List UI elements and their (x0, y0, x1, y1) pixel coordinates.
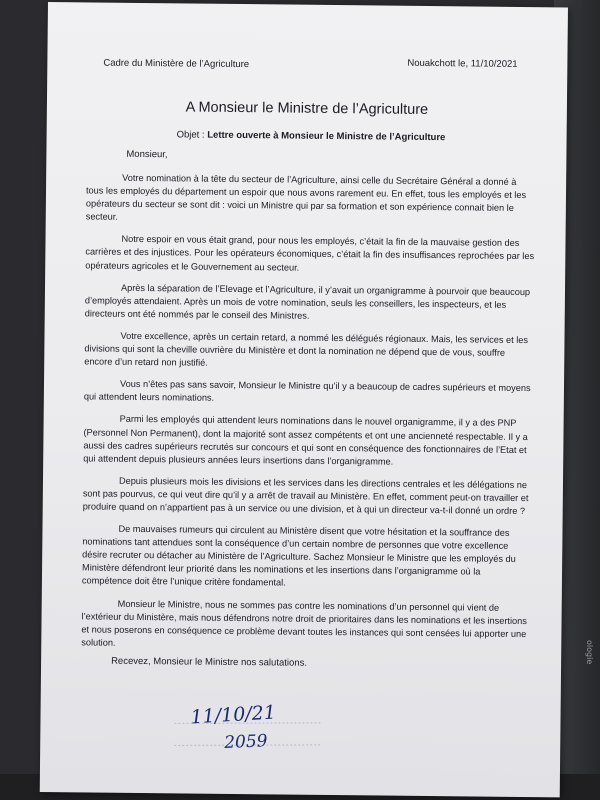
letter-title: A Monsieur le Ministre de l’Agriculture (185, 99, 429, 118)
salutation: Monsieur, (126, 148, 168, 161)
place-date: Nouakchott le, 11/10/2021 (407, 57, 518, 70)
letter-subject (177, 129, 446, 143)
subject-text: Lettre ouverte à Monsieur le Ministre de l’Agriculture (207, 129, 446, 144)
paragraph: Monsieur le Ministre, nous ne sommes pas contre les nominations d’un personnel qui vient de l’extérieur du Ministère, mais nous défendrons notre droit de prioritaires dans les nominations et les insertions et nous poserons en conséquence ce problème devant toutes les instances qui sont censées lui apporter une solution. (81, 598, 527, 648)
reception-stamp (160, 693, 331, 775)
paragraph: De mauvaises rumeurs qui circulent au Ministère disent que votre hésitation et la souffrance des nominations tant attendues sont la conséquence d’un certain nombre de personnes que votre excellence désire recruter ou détacher au Ministère de l’Agriculture. Sachez Monsieur le Ministre que les employés du Ministère défendront leur priorité dans les nominations et les insertions dans l’organigramme où la compétence doit être l’unique critère fondamental. (81, 523, 516, 588)
paragraph: Parmi les employés qui attendent leurs nominations dans le nouvel organigramme, il y a des PNP (Personnel Non Permanent), dont la majorité sont assez compétents et ont une ancienneté respectable. Il y a aussi des cadres supérieurs recrutés sur concours et qui sont en conséquence des fonctionnaires de l’Etat et qui attendent depuis plusieurs années leurs insertions dans l’organigramme. (83, 414, 528, 467)
handwritten-number: 2059 (223, 731, 268, 754)
letter-body (81, 171, 536, 663)
paragraph: Votre nomination à la tête du secteur de l’Agriculture, ainsi celle du Secrétaire Général a donné à tous les employés du département un espoir que nous avons rarement eu. En effet, tous les employés et les opérateurs du secteur se sont dit : voici un Ministre qui par sa formation et son expérience connait bien le secteur. (85, 172, 527, 223)
handwritten-date: 11/10/21 (189, 701, 277, 729)
subject-label: Objet : (176, 129, 205, 141)
paragraph: Vous n’êtes pas sans savoir, Monsieur le Ministre qu’il y a beaucoup de cadres supérieurs et moyens qui attendent leurs nominations. (83, 378, 531, 404)
sticker-text: ologie (585, 640, 594, 665)
paragraph: Votre excellence, après un certain retard, a nommé les délégués régionaux. Mais, les services et les divisions qui sont la cheville ouvrière du Ministère et dont la nomination ne dépend que de vous, souffre encore d’un retard non justifié. (84, 330, 529, 368)
paragraph: Depuis plusieurs mois les divisions et les services dans les directions centrales et les délégations ne sont pas pourvus, ce qui veut dire qu’il y a arrêt de travail au Ministère. En effet, comment peut-on travailler et produire quand on n’appartient pas à un service ou une division, et à qui un directeur va-t-il donné un ordre ? (82, 475, 529, 516)
letter-page (40, 2, 568, 797)
paragraph: Après la séparation de l’Elevage et l’Agriculture, il y’avait un organigramme à pourvoir que beaucoup d’employés attendaient. Après un mois de votre nomination, seuls les conseillers, les inspecteurs, et les directeurs ont été nommés par le conseil des Ministres. (84, 282, 531, 321)
sender-header: Cadre du Ministère de l’Agriculture (103, 57, 250, 71)
closing-formula: Recevez, Monsieur le Ministre nos salutations. (111, 655, 308, 669)
paragraph: Notre espoir en vous était grand, pour nous les employés, c’était la fin de la mauvaise gestion des carrières et des injustices. Pour les opérateurs économiques, c’était la fin des insuffisances reprochées par les opérateurs agricoles et le Gouvernement au secteur. (85, 234, 535, 273)
